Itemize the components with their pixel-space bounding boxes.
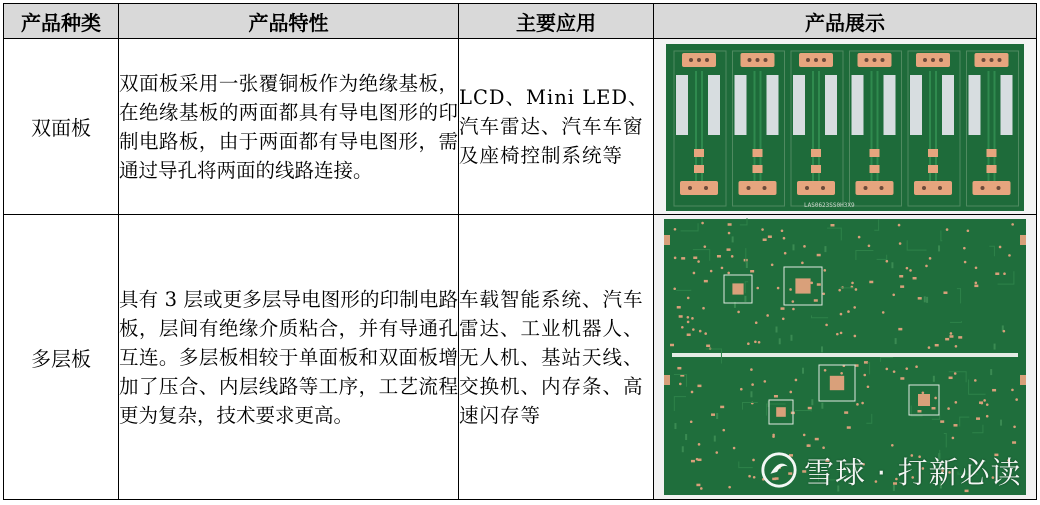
double-sided-pcb-image bbox=[654, 39, 1036, 214]
product-feature: 具有 3 层或更多层导电图形的印制电路板，层间有绝缘介质粘合，并有导通孔互连。多层板相较于单面板和双面板增加了压合、内层线路等工序，工艺流程更为复杂，技术要求更高。 bbox=[119, 215, 459, 500]
table-header-row bbox=[4, 4, 1037, 39]
header-main-application: 主要应用 bbox=[459, 4, 654, 39]
watermark-text: 雪球 · 打新必读 bbox=[804, 456, 1022, 491]
product-type: 多层板 bbox=[4, 215, 119, 500]
product-table bbox=[3, 3, 1037, 500]
product-feature: 双面板采用一张覆铜板作为绝缘基板，在绝缘基板的两面都具有导电图形的印制电路板，由于两面都有导电图形，需通过导孔将两面的线路连接。 bbox=[119, 39, 459, 215]
product-application: 车载智能系统、汽车雷达、工业机器人、无人机、基站天线、交换机、内存条、高速闪存等 bbox=[459, 215, 654, 500]
header-product-image: 产品展示 bbox=[654, 4, 1037, 39]
board-label: LAS0623SS0H3X9 bbox=[804, 202, 855, 209]
header-product-type: 产品种类 bbox=[4, 4, 119, 39]
watermark bbox=[760, 448, 1022, 492]
table-row bbox=[4, 39, 1037, 215]
header-product-feature: 产品特性 bbox=[119, 4, 459, 39]
product-type: 双面板 bbox=[4, 39, 119, 215]
product-image bbox=[654, 39, 1037, 215]
product-application: LCD、Mini LED、汽车雷达、汽车车窗及座椅控制系统等 bbox=[459, 39, 654, 215]
snowball-logo-icon bbox=[760, 451, 798, 489]
